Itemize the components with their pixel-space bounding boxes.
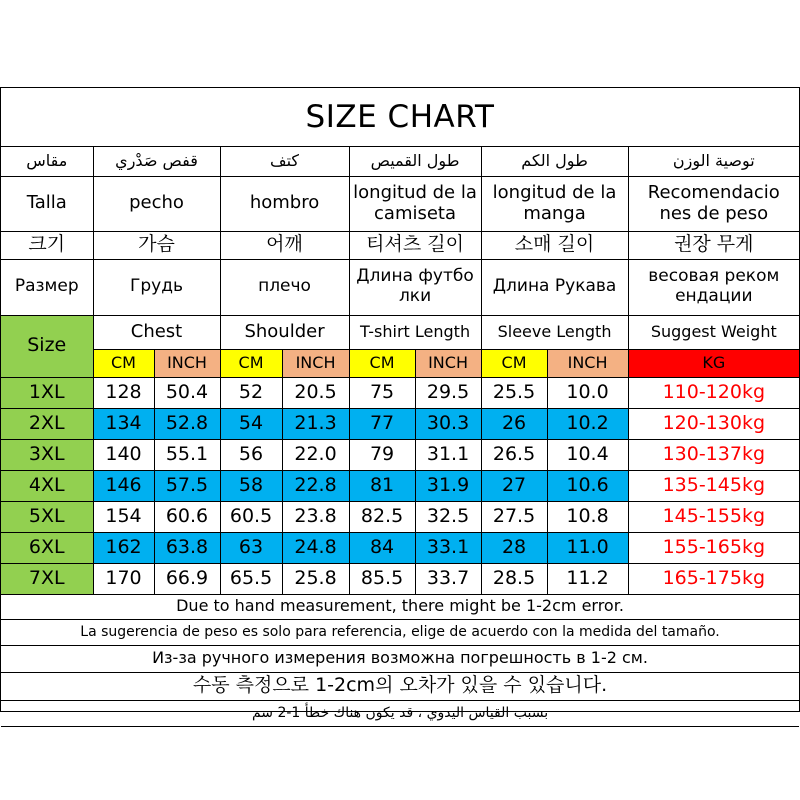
table-row	[1, 470, 799, 501]
value-length-cm: 77	[349, 408, 415, 439]
table-row	[1, 563, 799, 594]
header-row-russian	[1, 259, 799, 315]
suggested-weight: 135-145kg	[628, 470, 799, 501]
value-shoulder-inch: 22.0	[282, 439, 349, 470]
unit-label: KG	[628, 349, 799, 377]
russian-header-cell: Длина футбо лки	[349, 259, 481, 315]
header-row-korean	[1, 231, 799, 259]
column-header: Chest	[93, 315, 220, 349]
size-label: 6XL	[1, 532, 93, 563]
note-spanish: La sugerencia de peso es solo para referencia, elige de acuerdo con la medida del tamaño.	[1, 619, 799, 645]
size-column-header: Size	[1, 315, 93, 377]
note-row-spanish	[1, 619, 799, 645]
russian-header-cell: плечо	[220, 259, 349, 315]
note-korean: 수동 측정으로 1-2cm의 오차가 있을 수 있습니다.	[1, 672, 799, 700]
value-chest-cm: 170	[93, 563, 154, 594]
value-sleeve-cm: 28.5	[481, 563, 547, 594]
note-arabic: بسبب القياس اليدوي ، قد يكون هناك خطأ 1-2 سم	[1, 700, 799, 726]
arabic-header-cell: قفص صَدْري	[93, 146, 220, 176]
value-chest-cm: 134	[93, 408, 154, 439]
unit-label: CM	[349, 349, 415, 377]
suggested-weight: 155-165kg	[628, 532, 799, 563]
value-length-inch: 33.7	[415, 563, 481, 594]
table-row	[1, 439, 799, 470]
value-sleeve-inch: 10.0	[547, 377, 628, 408]
unit-row	[1, 349, 799, 377]
value-chest-cm: 154	[93, 501, 154, 532]
value-length-cm: 85.5	[349, 563, 415, 594]
russian-header-cell: Грудь	[93, 259, 220, 315]
chart-title: SIZE CHART	[1, 88, 799, 147]
value-chest-inch: 60.6	[154, 501, 220, 532]
value-sleeve-cm: 26.5	[481, 439, 547, 470]
unit-label: CM	[220, 349, 282, 377]
suggested-weight: 165-175kg	[628, 563, 799, 594]
value-sleeve-cm: 25.5	[481, 377, 547, 408]
value-shoulder-inch: 20.5	[282, 377, 349, 408]
arabic-header-cell: طول القميص	[349, 146, 481, 176]
spanish-header-cell: pecho	[93, 176, 220, 231]
russian-header-cell: весовая реком ендации	[628, 259, 799, 315]
value-shoulder-inch: 25.8	[282, 563, 349, 594]
table-body	[1, 146, 799, 726]
value-chest-cm: 146	[93, 470, 154, 501]
value-chest-cm: 162	[93, 532, 154, 563]
value-shoulder-cm: 52	[220, 377, 282, 408]
korean-header-cell: 가슴	[93, 231, 220, 259]
column-header: T-shirt Length	[349, 315, 481, 349]
suggested-weight: 145-155kg	[628, 501, 799, 532]
value-shoulder-inch: 21.3	[282, 408, 349, 439]
russian-header-cell: Длина Рукава	[481, 259, 628, 315]
size-label: 2XL	[1, 408, 93, 439]
column-header: Shoulder	[220, 315, 349, 349]
korean-header-cell: 티셔츠 길이	[349, 231, 481, 259]
table-row	[1, 408, 799, 439]
size-label: 5XL	[1, 501, 93, 532]
value-shoulder-inch: 24.8	[282, 532, 349, 563]
value-chest-inch: 50.4	[154, 377, 220, 408]
unit-label: INCH	[154, 349, 220, 377]
value-length-inch: 30.3	[415, 408, 481, 439]
column-header: Suggest Weight	[628, 315, 799, 349]
value-sleeve-cm: 27	[481, 470, 547, 501]
spanish-header-cell: Recomendacio nes de peso	[628, 176, 799, 231]
note-russian: Из-за ручного измерения возможна погрешность в 1-2 см.	[1, 645, 799, 672]
value-sleeve-inch: 11.2	[547, 563, 628, 594]
value-length-cm: 81	[349, 470, 415, 501]
korean-header-cell: 크기	[1, 231, 93, 259]
size-table	[1, 146, 799, 727]
unit-label: INCH	[282, 349, 349, 377]
spanish-header-cell: Talla	[1, 176, 93, 231]
value-length-inch: 33.1	[415, 532, 481, 563]
value-sleeve-inch: 10.4	[547, 439, 628, 470]
size-chart	[0, 87, 800, 721]
arabic-header-cell: طول الكم	[481, 146, 628, 176]
value-length-inch: 31.9	[415, 470, 481, 501]
value-chest-cm: 128	[93, 377, 154, 408]
value-shoulder-inch: 22.8	[282, 470, 349, 501]
value-chest-inch: 55.1	[154, 439, 220, 470]
value-shoulder-cm: 65.5	[220, 563, 282, 594]
spanish-header-cell: longitud de la manga	[481, 176, 628, 231]
value-shoulder-cm: 54	[220, 408, 282, 439]
unit-label: CM	[481, 349, 547, 377]
korean-header-cell: 어깨	[220, 231, 349, 259]
value-length-cm: 79	[349, 439, 415, 470]
suggested-weight: 120-130kg	[628, 408, 799, 439]
unit-label: CM	[93, 349, 154, 377]
suggested-weight: 130-137kg	[628, 439, 799, 470]
suggested-weight: 110-120kg	[628, 377, 799, 408]
value-shoulder-cm: 56	[220, 439, 282, 470]
value-sleeve-cm: 26	[481, 408, 547, 439]
table-row	[1, 501, 799, 532]
value-sleeve-cm: 28	[481, 532, 547, 563]
value-length-inch: 29.5	[415, 377, 481, 408]
value-sleeve-inch: 10.2	[547, 408, 628, 439]
value-chest-inch: 66.9	[154, 563, 220, 594]
column-header: Sleeve Length	[481, 315, 628, 349]
arabic-header-cell: توصية الوزن	[628, 146, 799, 176]
value-length-inch: 32.5	[415, 501, 481, 532]
size-label: 4XL	[1, 470, 93, 501]
value-sleeve-inch: 11.0	[547, 532, 628, 563]
value-chest-inch: 52.8	[154, 408, 220, 439]
table-row	[1, 532, 799, 563]
unit-label: INCH	[547, 349, 628, 377]
korean-header-cell: 권장 무게	[628, 231, 799, 259]
value-chest-inch: 63.8	[154, 532, 220, 563]
note-row-arabic	[1, 700, 799, 726]
spanish-header-cell: longitud de la camiseta	[349, 176, 481, 231]
unit-label: INCH	[415, 349, 481, 377]
value-sleeve-cm: 27.5	[481, 501, 547, 532]
table-row	[1, 377, 799, 408]
header-row-english	[1, 315, 799, 349]
value-length-cm: 75	[349, 377, 415, 408]
korean-header-cell: 소매 길이	[481, 231, 628, 259]
size-label: 3XL	[1, 439, 93, 470]
russian-header-cell: Размер	[1, 259, 93, 315]
value-length-cm: 82.5	[349, 501, 415, 532]
size-label: 7XL	[1, 563, 93, 594]
note-english: Due to hand measurement, there might be 1-2cm error.	[1, 594, 799, 619]
header-row-spanish	[1, 176, 799, 231]
value-length-cm: 84	[349, 532, 415, 563]
value-chest-inch: 57.5	[154, 470, 220, 501]
arabic-header-cell: مقاس	[1, 146, 93, 176]
note-row-russian	[1, 645, 799, 672]
value-shoulder-cm: 58	[220, 470, 282, 501]
size-label: 1XL	[1, 377, 93, 408]
spanish-header-cell: hombro	[220, 176, 349, 231]
arabic-header-cell: كتف	[220, 146, 349, 176]
value-sleeve-inch: 10.8	[547, 501, 628, 532]
note-row-korean	[1, 672, 799, 700]
value-length-inch: 31.1	[415, 439, 481, 470]
value-shoulder-cm: 60.5	[220, 501, 282, 532]
value-shoulder-cm: 63	[220, 532, 282, 563]
header-row-arabic	[1, 146, 799, 176]
value-shoulder-inch: 23.8	[282, 501, 349, 532]
value-chest-cm: 140	[93, 439, 154, 470]
value-sleeve-inch: 10.6	[547, 470, 628, 501]
note-row-english	[1, 594, 799, 619]
